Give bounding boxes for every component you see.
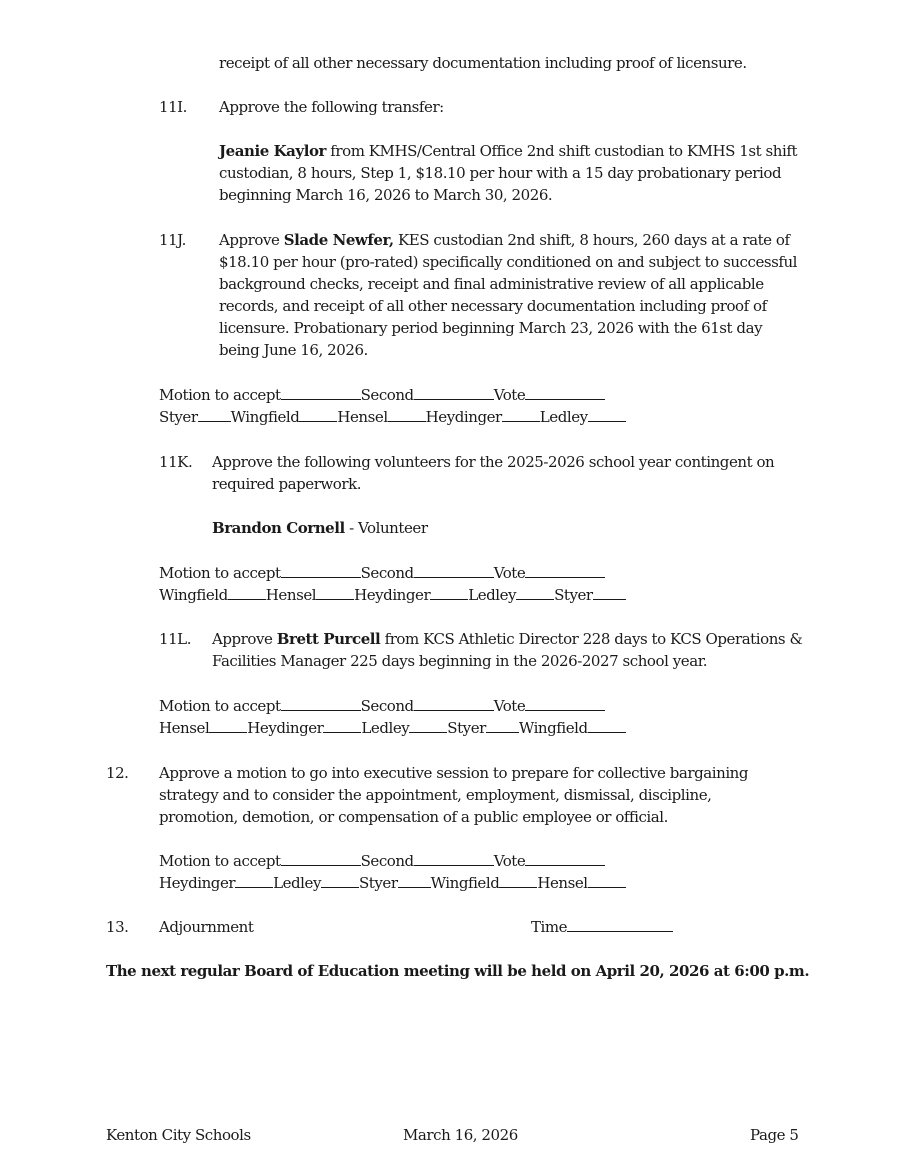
member-name: Wingfield (430, 874, 500, 892)
motion-line (159, 850, 605, 872)
vote-label: Vote (493, 852, 526, 870)
vote-blank (209, 717, 247, 733)
rollcall-line (159, 584, 626, 606)
item-11L-line2: Facilities Manager 225 days beginning in the 2026-2027 school year. (212, 652, 708, 670)
member-name: Ledley (468, 586, 517, 604)
member-name: Ledley (539, 408, 588, 426)
item-11J-line1 (219, 229, 790, 251)
vote-blank (316, 584, 354, 600)
member-name: Hensel (265, 586, 317, 604)
member-name: Ledley (273, 874, 321, 892)
volunteer-role: - Volunteer (344, 519, 428, 537)
motion-accept-label: Motion to accept (159, 697, 281, 715)
previous-item-tail: receipt of all other necessary documentation including proof of licensure. (219, 54, 747, 72)
member-name: Heydinger (425, 408, 502, 426)
second-label: Second (360, 386, 414, 404)
second-label: Second (360, 852, 414, 870)
item-11J-line3: background checks, receipt and final administrative review of all applicable (219, 275, 764, 293)
member-name: Styer (358, 874, 398, 892)
item-11J-line5: licensure. Probationary period beginning March 23, 2026 with the 61st day (219, 319, 763, 337)
item-number-12: 12. (106, 764, 129, 782)
item-11I-line3: beginning March 16, 2026 to March 30, 2026. (219, 186, 553, 204)
vote-blank (299, 406, 337, 422)
time-blank (567, 916, 673, 932)
member-name: Heydinger (159, 874, 236, 892)
item-text: KES custodian 2nd shift, 8 hours, 260 days at a rate of (393, 231, 790, 249)
motion-accept-label: Motion to accept (159, 386, 281, 404)
rollcall-line (159, 406, 626, 428)
vote-blank (409, 717, 447, 733)
item-11I-line1 (219, 140, 797, 162)
volunteer-name: Brandon Cornell (212, 519, 345, 537)
footer-date: March 16, 2026 (403, 1126, 518, 1144)
item-text: from KCS Athletic Director 228 days to KCS Operations & (380, 630, 803, 648)
vote-label: Vote (493, 697, 526, 715)
next-meeting-notice: The next regular Board of Education meeting will be held on April 20, 2026 at 6:00 p.m. (106, 962, 810, 980)
member-name: Styer (554, 586, 593, 604)
item-number-13: 13. (106, 918, 129, 936)
item-11J-line6: being June 16, 2026. (219, 341, 368, 359)
member-name: Hensel (159, 719, 210, 737)
rollcall-line (159, 872, 626, 894)
second-label: Second (360, 564, 414, 582)
item-number-11I: 11I. (159, 98, 187, 116)
vote-blank (502, 406, 540, 422)
item-number-11L: 11L. (159, 630, 192, 648)
motion-line (159, 695, 605, 717)
vote-blank (588, 406, 626, 422)
adjournment-label: Adjournment (159, 918, 254, 936)
motion-accept-blank (281, 562, 361, 578)
item-text: Approve (219, 231, 284, 249)
vote-blank (323, 717, 361, 733)
vote-blank (516, 584, 554, 600)
second-label: Second (360, 697, 414, 715)
item-text: from KMHS/Central Office 2nd shift custodian to KMHS 1st shift (325, 142, 798, 160)
vote-blank (593, 584, 626, 600)
vote-blank (525, 384, 605, 400)
vote-blank (525, 695, 605, 711)
item-number-11J: 11J. (159, 231, 186, 249)
item-11L-line1 (212, 628, 802, 650)
member-name: Styer (159, 408, 198, 426)
member-name: Heydinger (247, 719, 324, 737)
item-11K-line1: Approve the following volunteers for the 2025-2026 school year contingent on (212, 453, 775, 471)
vote-blank (388, 406, 426, 422)
vote-blank (321, 872, 359, 888)
item-12-line2: strategy and to consider the appointment, employment, dismissal, discipline, (159, 786, 712, 804)
item-number-11K: 11K. (159, 453, 193, 471)
item-11J-line2: $18.10 per hour (pro-rated) specifically conditioned on and subject to successful (219, 253, 798, 271)
member-name: Ledley (361, 719, 410, 737)
item-12-line3: promotion, demotion, or compensation of a public employee or official. (159, 808, 668, 826)
employee-name: Jeanie Kaylor (219, 142, 326, 160)
item-11J-line4: records, and receipt of all other necessary documentation including proof of (219, 297, 767, 315)
member-name: Wingfield (518, 719, 588, 737)
item-12-line1: Approve a motion to go into executive session to prepare for collective bargaining (159, 764, 749, 782)
member-name: Hensel (337, 408, 388, 426)
vote-blank (588, 872, 626, 888)
footer-org: Kenton City Schools (106, 1126, 251, 1144)
footer-page-number: Page 5 (750, 1126, 799, 1144)
volunteer-line (212, 517, 428, 539)
motion-accept-label: Motion to accept (159, 564, 281, 582)
second-blank (414, 850, 494, 866)
vote-blank (525, 562, 605, 578)
vote-blank (398, 872, 431, 888)
motion-accept-blank (281, 850, 361, 866)
item-11K-line2: required paperwork. (212, 475, 362, 493)
vote-blank (198, 406, 231, 422)
member-name: Heydinger (354, 586, 431, 604)
motion-accept-blank (281, 384, 361, 400)
motion-accept-label: Motion to accept (159, 852, 281, 870)
vote-blank (235, 872, 273, 888)
vote-label: Vote (493, 386, 526, 404)
vote-blank (486, 717, 519, 733)
motion-line (159, 384, 605, 406)
member-name: Hensel (537, 874, 588, 892)
motion-accept-blank (281, 695, 361, 711)
member-name: Wingfield (159, 586, 228, 604)
second-blank (414, 562, 494, 578)
vote-blank (525, 850, 605, 866)
time-label: Time (531, 918, 568, 936)
vote-blank (499, 872, 537, 888)
second-blank (414, 384, 494, 400)
member-name: Wingfield (230, 408, 300, 426)
vote-blank (228, 584, 266, 600)
second-blank (414, 695, 494, 711)
item-11I-line2: custodian, 8 hours, Step 1, $18.10 per hour with a 15 day probationary period (219, 164, 782, 182)
vote-blank (588, 717, 626, 733)
vote-blank (430, 584, 468, 600)
motion-line (159, 562, 605, 584)
rollcall-line (159, 717, 626, 739)
item-11I-intro: Approve the following transfer: (219, 98, 444, 116)
vote-label: Vote (493, 564, 526, 582)
item-text: Approve (212, 630, 277, 648)
adjournment-time (531, 916, 673, 938)
employee-name: Slade Newfer, (283, 231, 394, 249)
employee-name: Brett Purcell (276, 630, 381, 648)
member-name: Styer (447, 719, 486, 737)
